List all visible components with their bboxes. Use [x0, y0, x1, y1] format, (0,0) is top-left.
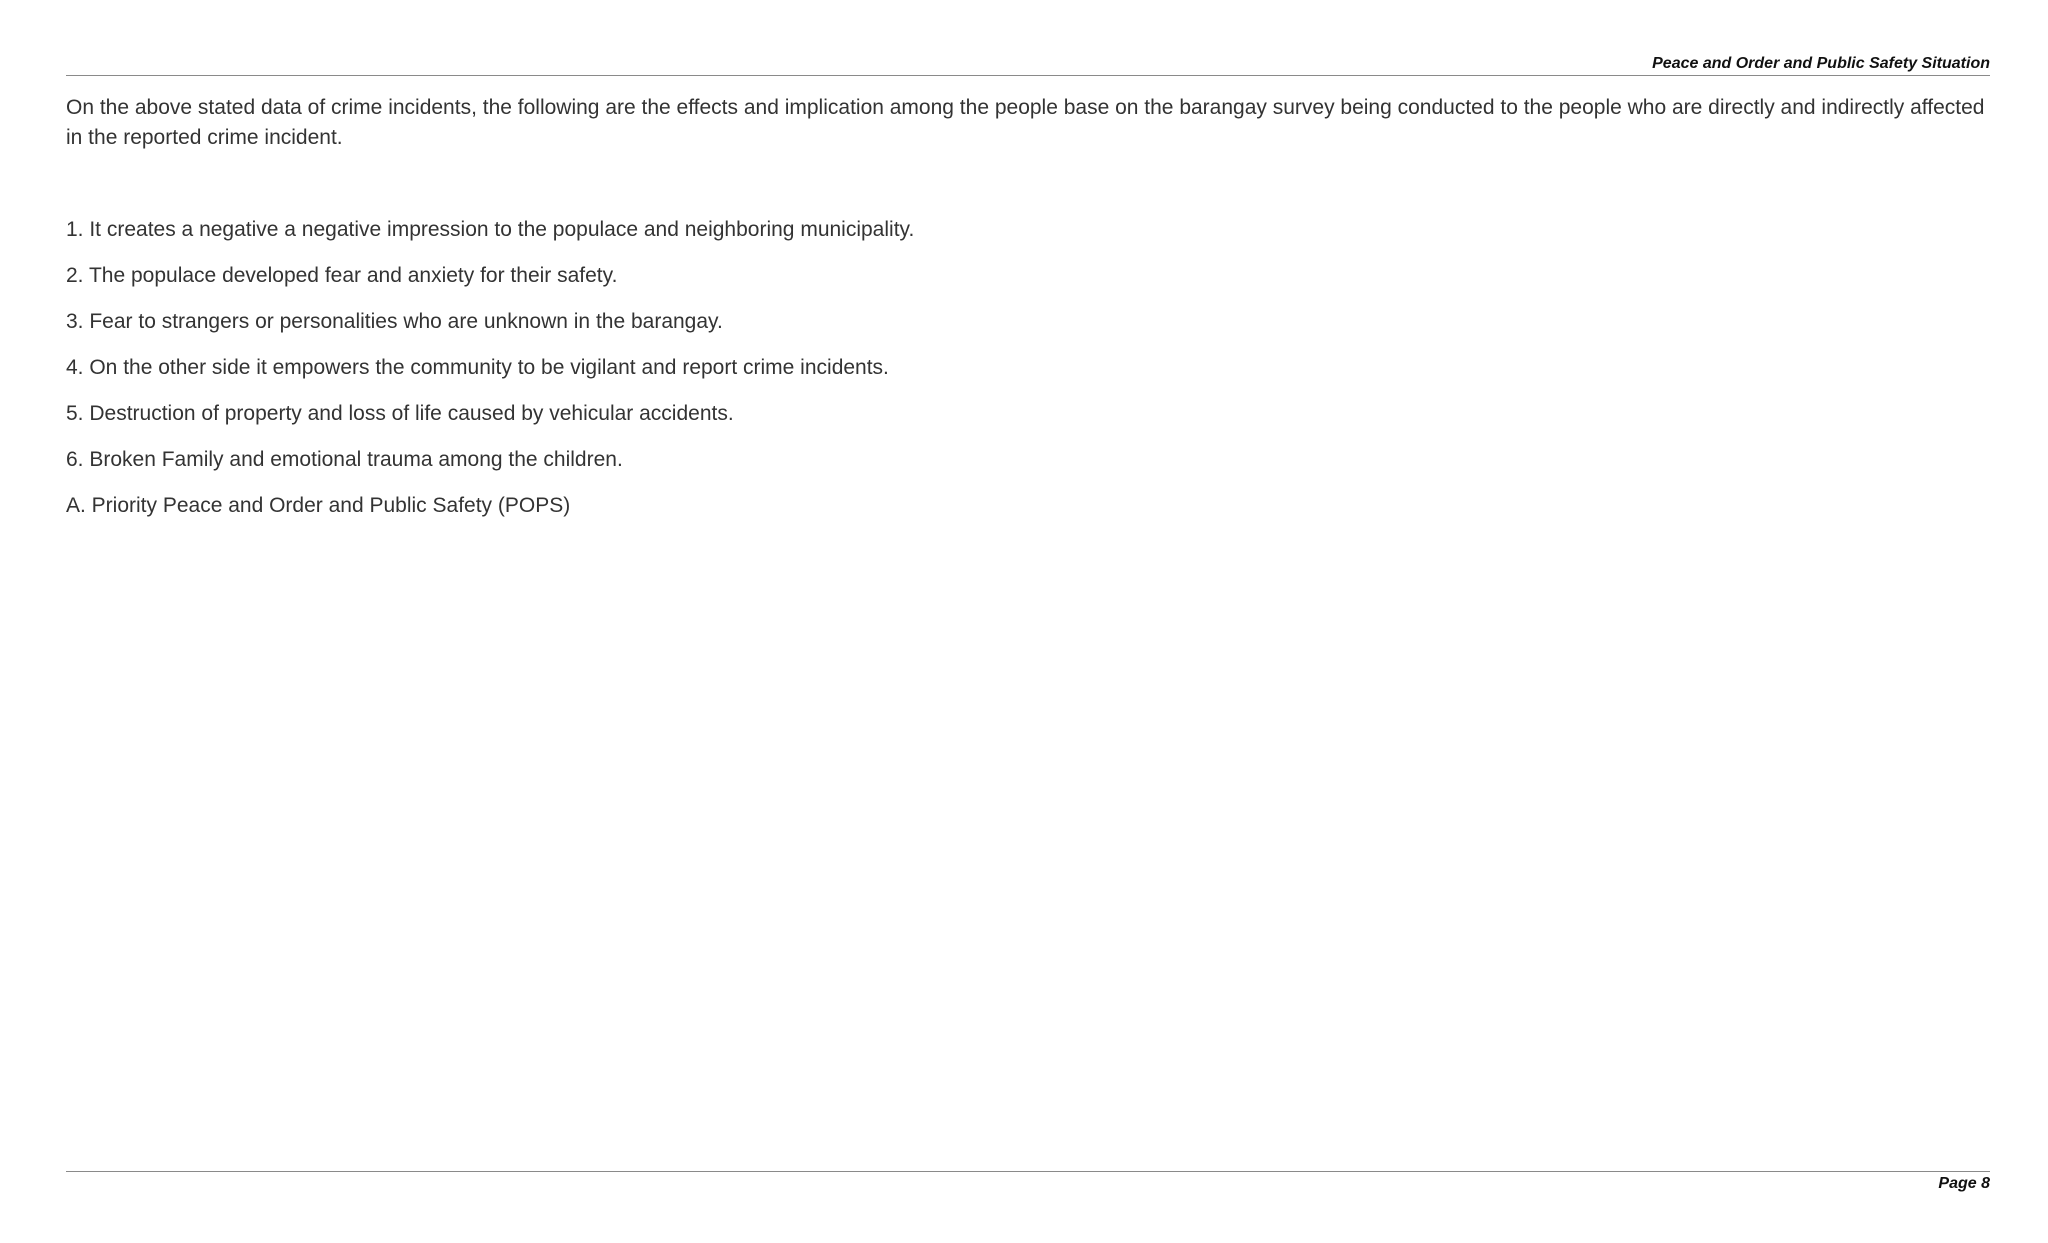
list-item: 6. Broken Family and emotional trauma among the children.	[66, 448, 623, 471]
section-heading: A. Priority Peace and Order and Public Safety (POPS)	[66, 494, 571, 517]
page-number: Page 8	[1938, 1175, 1990, 1192]
intro-paragraph: On the above stated data of crime incidents, the following are the effects and implication among the people base on the barangay survey being conducted to the people who are directly and indirectly affected in the reported crime incident.	[66, 96, 1985, 149]
effects-list	[66, 215, 1990, 537]
running-header: Peace and Order and Public Safety Situation	[1652, 55, 1990, 72]
header-divider	[66, 75, 1990, 76]
list-item: 4. On the other side it empowers the community to be vigilant and report crime incidents.	[66, 356, 889, 379]
list-item: 5. Destruction of property and loss of life caused by vehicular accidents.	[66, 402, 734, 425]
footer-divider	[66, 1171, 1990, 1172]
list-item: 2. The populace developed fear and anxiety for their safety.	[66, 264, 618, 287]
list-item: 1. It creates a negative a negative impression to the populace and neighboring municipality.	[66, 218, 915, 241]
list-item: 3. Fear to strangers or personalities who are unknown in the barangay.	[66, 310, 723, 333]
